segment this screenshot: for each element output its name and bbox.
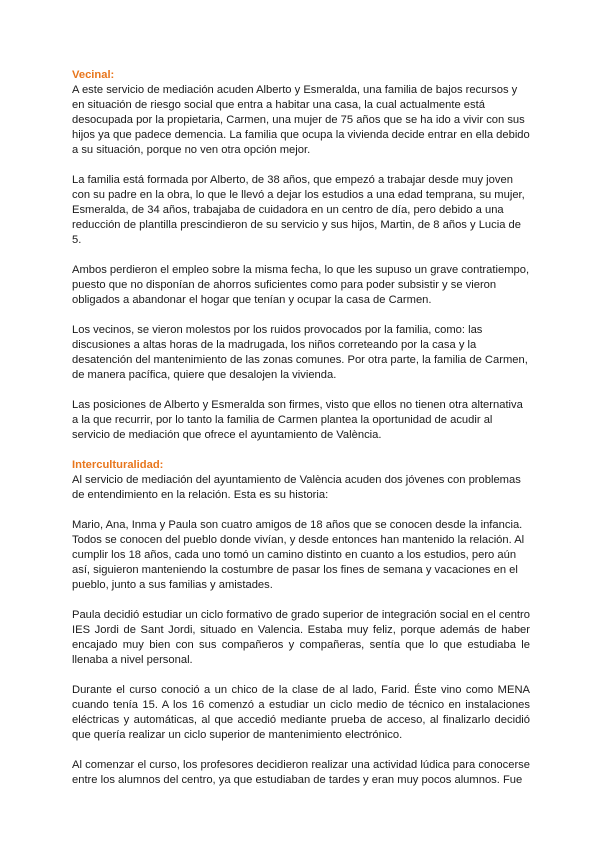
paragraph: Las posiciones de Alberto y Esmeralda son firmes, visto que ellos no tienen otra alternativa a la que recurrir, por lo tanto la familia de Carmen plantea la oportunidad de acudir al servicio de mediación que ofrece el ayuntamiento de València.: [72, 399, 523, 441]
section-vecinal: [72, 68, 530, 443]
paragraph: A este servicio de mediación acuden Alberto y Esmeralda, una familia de bajos recursos y en situación de riesgo social que entra a habitar una casa, la cual actualmente está desocupada por la propietaria, Carmen, una mujer de 75 años que se ha ido a vivir con sus hijos ya que padece demencia. La familia que ocupa la vivienda decide entrar en ella debido a su situación, porque no ven otra opción mejor.: [72, 84, 530, 156]
paragraph: Paula decidió estudiar un ciclo formativo de grado superior de integración social en el centro IES Jordi de Sant Jordi, situado en Valencia. Estaba muy feliz, porque además de haber encajado muy bien con sus compañeros y compañeras, sentía que lo que estudiaba le llenaba a nivel personal.: [72, 609, 530, 666]
paragraph: Los vecinos, se vieron molestos por los ruidos provocados por la familia, como: las discusiones a altas horas de la madrugada, los niños correteando por la casa y la desatención del mantenimiento de las zonas comunes. Por otra parte, la familia de Carmen, de manera pacífica, quiere que desalojen la vivienda.: [72, 324, 528, 381]
section-heading-vecinal: Vecinal:: [72, 69, 115, 81]
paragraph: Mario, Ana, Inma y Paula son cuatro amigos de 18 años que se conocen desde la infancia. Todos se conocen del pueblo donde vivían, y desde entonces han mantenido la relación. Al cumplir los 18 años, cada uno tomó un camino distinto en cuanto a los estudios, pero aún así, siguieron manteniendo la costumbre de pasar los fines de semana y vacaciones en el pueblo, junto a sus familias y amistades.: [72, 519, 525, 591]
paragraph: Al comenzar el curso, los profesores decidieron realizar una actividad lúdica para conocerse entre los alumnos del centro, ya que estudiaban de tardes y eran muy pocos alumnos. Fue: [72, 759, 530, 786]
document-page: [72, 68, 530, 803]
section-heading-interculturalidad: Interculturalidad:: [72, 459, 164, 471]
paragraph: Ambos perdieron el empleo sobre la misma fecha, lo que les supuso un grave contratiempo, puesto que no disponían de ahorros suficientes como para poder subsistir y se vieron obligados a abandonar el hogar que tenían y ocupar la casa de Carmen.: [72, 264, 530, 306]
paragraph: Durante el curso conoció a un chico de la clase de al lado, Farid. Éste vino como MENA cuando tenía 15. A los 16 comenzó a estudiar un ciclo medio de técnico en instalaciones eléctricas y automáticas, al que accedió mediante prueba de acceso, al finalizarlo decidió que quería realizar un ciclo superior de mantenimiento electrónico.: [72, 684, 530, 741]
paragraph: La familia está formada por Alberto, de 38 años, que empezó a trabajar desde muy joven con su padre en la obra, lo que le llevó a dejar los estudios a una edad temprana, su mujer, Esmeralda, de 34 años, trabajaba de cuidadora en un centro de día, pero debido a una reducción de plantilla prescindieron de su servicio y sus hijos, Martin, de 8 años y Lucia de 5.: [72, 174, 525, 246]
paragraph: Al servicio de mediación del ayuntamiento de València acuden dos jóvenes con problemas de entendimiento en la relación. Esta es su historia:: [72, 474, 521, 501]
section-interculturalidad: [72, 458, 530, 788]
